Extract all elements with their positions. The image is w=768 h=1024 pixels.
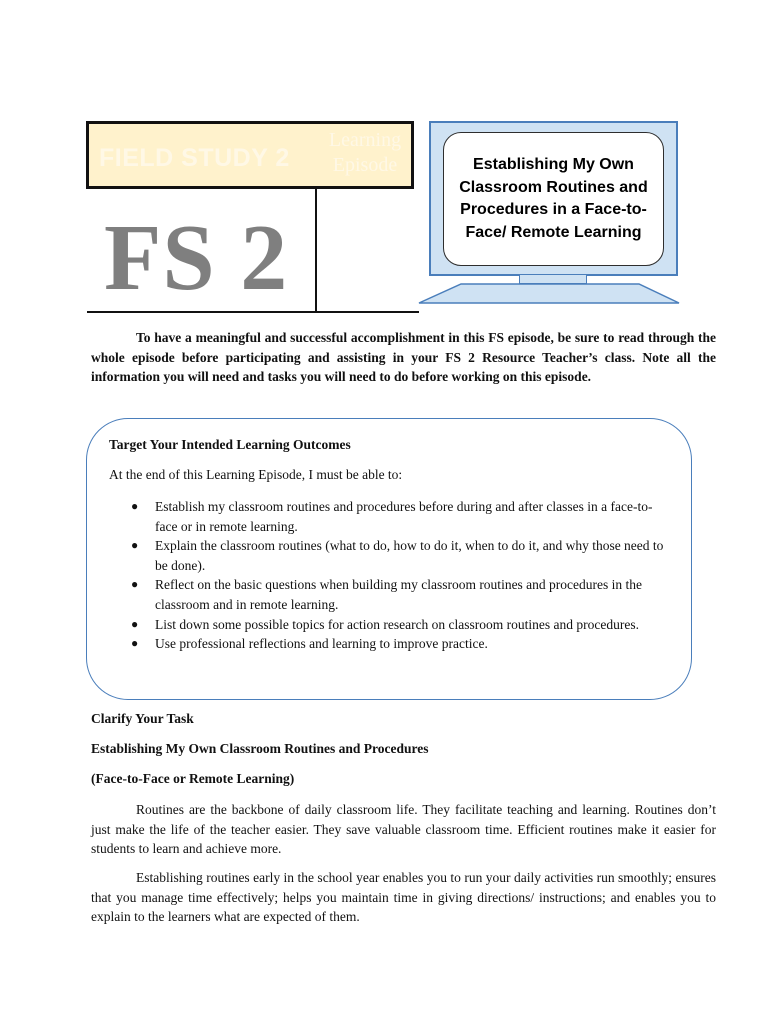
- task-subtitle: (Face-to-Face or Remote Learning): [91, 771, 295, 786]
- outcome-text: Reflect on the basic questions when building my classroom routines and procedures in the classroom and in remote learning.: [155, 577, 643, 612]
- list-item: [109, 497, 669, 536]
- outcome-text: List down some possible topics for action research on classroom routines and procedures.: [155, 616, 640, 632]
- outcome-text: Explain the classroom routines (what to do, how to do it, when to do it, and why those need to be done).: [155, 538, 664, 573]
- routines-paragraph-2: Establishing routines early in the school year enables you to run your daily activities run smoothly; ensures that you manage time effectively; helps you maintain time in giving directions/ instructions; and enables you to explain to the learners what are expected of them.: [91, 870, 716, 925]
- clarify-heading: Clarify Your Task: [91, 711, 194, 726]
- routines-paragraph-1: Routines are the backbone of daily classroom life. They facilitate teaching and learning. Routines don’t just make the life of the teacher easier. They save valuable classroom time. Efficient routines make it easier for students to learn and achieve more.: [91, 802, 716, 857]
- outcome-text: Establish my classroom routines and procedures before during and after classes in a face-to-face or in remote learning.: [155, 499, 653, 534]
- header-divider-vertical: [315, 189, 317, 311]
- bullet-icon: ●: [131, 577, 139, 592]
- bullet-icon: ●: [131, 616, 139, 631]
- course-code: FS 2: [104, 206, 289, 310]
- bullet-icon: ●: [131, 636, 139, 651]
- list-item: [109, 615, 669, 635]
- episode-header-box: [86, 121, 414, 189]
- task-title: Establishing My Own Classroom Routines and Procedures: [91, 741, 429, 756]
- episode-title: Establishing My Own Classroom Routines and Procedures in a Face-to-Face/ Remote Learning: [459, 156, 648, 241]
- outcome-text: Use professional reflections and learning to improve practice.: [155, 636, 488, 652]
- list-item: [109, 634, 669, 654]
- list-item: [109, 536, 669, 575]
- bullet-icon: ●: [131, 538, 139, 553]
- outcomes-intro: At the end of this Learning Episode, I must be able to:: [109, 467, 403, 482]
- monitor-screen: [443, 132, 664, 266]
- intro-paragraph: To have a meaningful and successful accomplishment in this FS episode, be sure to read through the whole episode before participating and assisting in your FS 2 Resource Teacher’s class. Note all the information you will need and tasks you will need to do before working on this episode.: [91, 330, 716, 385]
- list-item: [109, 575, 669, 614]
- monitor-graphic: [429, 121, 678, 276]
- monitor-base-icon: [417, 283, 681, 305]
- bullet-icon: ●: [131, 499, 139, 513]
- header-divider-horizontal: [87, 311, 419, 313]
- outcomes-heading: Target Your Intended Learning Outcomes: [109, 437, 351, 452]
- episode-label: Learning Episode: [328, 129, 402, 176]
- outcomes-list: [109, 497, 669, 654]
- series-title: FIELD STUDY 2: [99, 144, 290, 172]
